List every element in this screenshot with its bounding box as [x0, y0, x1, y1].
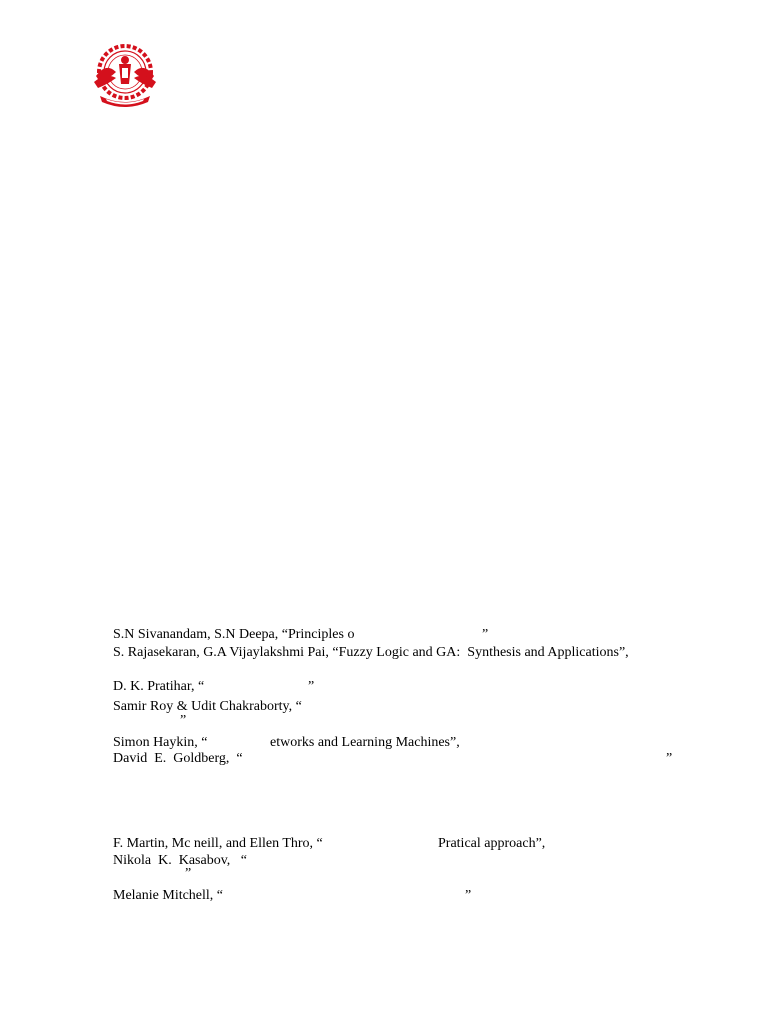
reference-item — [113, 888, 673, 952]
reference-text: Samir Roy & Udit Chakraborty, “ — [113, 699, 302, 714]
university-emblem-logo — [92, 42, 158, 110]
reference-text: S.N Sivanandam, S.N Deepa, “Principles o — [113, 627, 355, 642]
reference-text: Nikola K. Kasabov, “ — [113, 853, 248, 868]
reference-text: etworks and Learning Machines”, — [270, 735, 460, 750]
closing-quote: ” — [666, 751, 673, 766]
reference-text: D. K. Pratihar, “ — [113, 679, 205, 694]
reference-text: Melanie Mitchell, “ — [113, 888, 224, 903]
reference-text: F. Martin, Mc neill, and Ellen Thro, “ — [113, 836, 323, 851]
reference-text: Pratical approach”, — [438, 836, 546, 851]
closing-quote: ” — [465, 888, 472, 903]
reference-item — [113, 751, 683, 815]
closing-quote: ” — [482, 627, 489, 642]
reference-text: David E. Goldberg, “ — [113, 751, 243, 766]
closing-quote: ” — [308, 679, 315, 694]
closing-quote: ” — [185, 866, 192, 881]
reference-text: S. Rajasekaran, G.A Vijaylakshmi Pai, “Fuzzy Logic and GA: Synthesis and Applications”, — [113, 645, 629, 660]
closing-quote: ” — [180, 713, 187, 728]
reference-text: Simon Haykin, “ — [113, 735, 208, 750]
